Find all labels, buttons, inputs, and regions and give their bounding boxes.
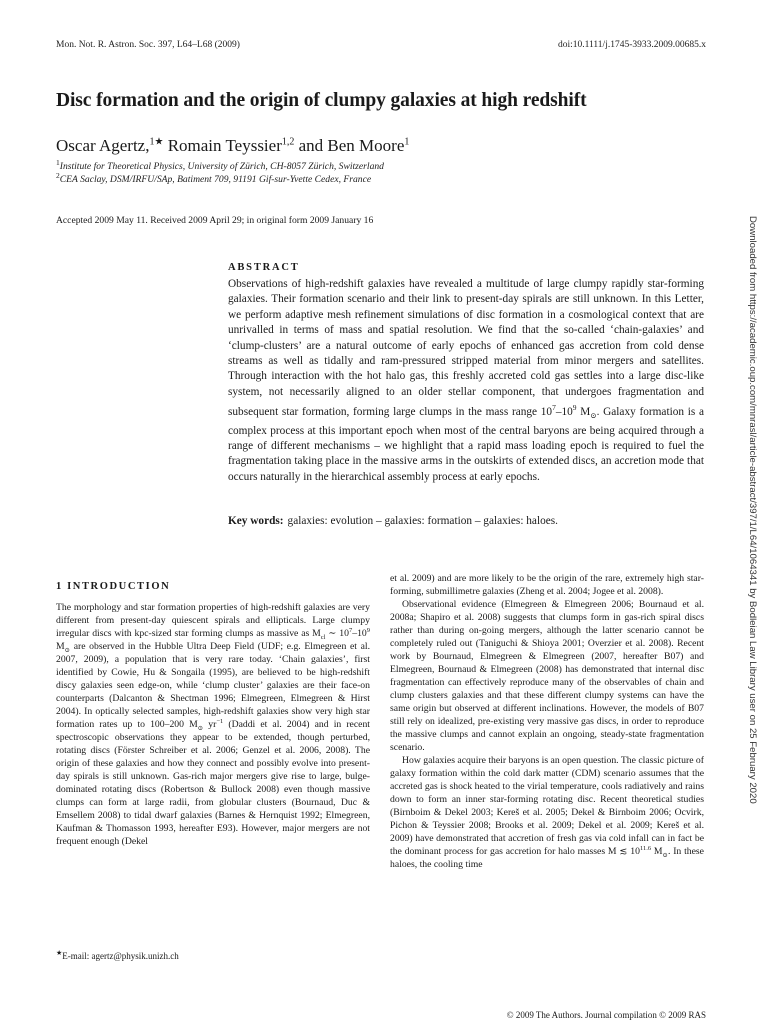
abstract-mass-dash: –10 — [555, 406, 573, 419]
intro-paragraph-1 — [56, 601, 370, 848]
intro-p3-text-1: How galaxies acquire their baryons is an open question. The classic picture of galaxy formation within the cold dark matter (CDM) scenario assumes that the accreted gas is shock heated to the virial temperature, cools radiatively and rains down to form an inner star-forming rotating disc. Recent theoretical studies (Birnboim & Dekel 2003; Kereš et al. 2005; Dekel & Birnboim 2006; Ocvirk, Pichon & Teyssier 2008; Brooks et al. 2009; Dekel et al. 2009; Kereš et al. 2009) have demonstrated that accretion of fresh gas via cold infall can in fact be the dominant process for gas accretion for halo masses M ≲ 10 — [390, 755, 704, 858]
author-list — [56, 136, 409, 156]
intro-text-1: The morphology and star formation properties of high-redshift galaxies are very different from present-day quiescent spirals and ellipticals. Large clumpy irregular discs with kpc-sized star forming clumps as massive as M — [56, 602, 370, 640]
abstract-text-part-2: . Galaxy formation is a complex process at this important epoch when most of the central baryons are being acquired through a range of different mechanisms – we highlight that a rapid mass loading epoch is required to fuel the fragmentation taking place in the massive arms in the outskirts of extended discs, an accretion mode that occurs naturally in the hierarchical assembly process at early epochs. — [228, 406, 705, 483]
abstract-text-part-1: Observations of high-redshift galaxies have revealed a multitude of large clumpy rapidly star-forming galaxies. Their formation scenario and their link to present-day spirals are still unknown. In this Letter, we perform adaptive mesh refinement simulations of disc formation in a cosmological context that are unrivalled in terms of mass and spatial resolution. We find that the so-called ‘chain-galaxies’ and ‘clump-clusters’ are a natural outcome of early epochs of enhanced gas accretion from cold dense streams as well as tidally and ram-pressured stripped material from minor mergers and satellites. Through interaction with the hot halo gas, this freshly accreted cold gas settles into a large disc-like system, not necessarily aligned to an older stellar component, that undergoes fragmentation and subsequent star formation, forming large clumps in the mass range 10 — [228, 278, 704, 419]
intro-paragraph-continued: et al. 2009) and are more likely to be the origin of the rare, extremely high star-forming, submillimetre galaxies (Zheng et al. 2004; Jogee et al. 2008). — [390, 573, 704, 598]
submission-dates: Accepted 2009 May 11. Received 2009 April 29; in original form 2009 January 16 — [56, 215, 374, 226]
author-teyssier: Romain Teyssier — [167, 136, 282, 155]
body-column-right — [390, 572, 704, 871]
abstract-mass-exponent-high: 9 — [572, 403, 577, 413]
download-watermark-text: Downloaded from https://academic.oup.com/mnrasl/article-abstract/397/1/L64/1064341 by Bodleian Law Library user on 25 February 2020 — [747, 216, 758, 804]
abstract-mass-exponent-low: 7 — [552, 403, 556, 413]
intro-p3-sub: ⊙ — [662, 852, 668, 860]
journal-citation: Mon. Not. R. Astron. Soc. 397, L64–L68 (2009) — [56, 40, 240, 50]
keywords — [228, 515, 558, 527]
footnote-text[interactable]: E-mail: agertz@physik.unizh.ch — [62, 951, 179, 961]
intro-sub-cl: cl — [320, 633, 326, 641]
intro-sup-minus-1: −1 — [216, 717, 224, 725]
intro-text-4: M — [56, 641, 65, 653]
author-moore-marks: 1 — [404, 136, 410, 148]
intro-text-5: are observed in the Hubble Ultra Deep Field (UDF; e.g. Elmegreen et al. 2007, 2009), a population that is very rare today. ‘Chain galaxies’, first identified by Cowie, Hu & Songaila (1995), are believed to be high-redshift discy galaxies seen edge-on, while ‘clump cluster’ galaxies are their face-on counterparts (Dalcanton & Shectman 1996; Elmegreen, Elmegreen & Hirst 2004). In optically selected samples, high-redshift galaxies show very high star formation rates up to 100–200 M — [56, 641, 370, 731]
footnote-email — [56, 949, 179, 961]
abstract-body — [228, 277, 704, 485]
author-teyssier-marks: 1,2 — [281, 136, 295, 148]
intro-p3-sup: 11.6 — [639, 845, 652, 853]
intro-sub-sun-2: ⊙ — [197, 725, 204, 733]
author-moore: and Ben Moore — [298, 136, 405, 155]
keywords-text: galaxies: evolution – galaxies: formation – galaxies: haloes. — [287, 515, 558, 527]
affiliation-2-text: CEA Saclay, DSM/IRFU/SAp, Batiment 709, 91191 Gif-sur-Yvette Cedex, France — [59, 174, 372, 186]
doi-link[interactable]: doi:10.1111/j.1745-3933.2009.00685.x — [557, 40, 706, 50]
intro-sup-7: 7 — [348, 626, 353, 634]
intro-paragraph-3 — [390, 754, 704, 871]
body-column-left — [56, 601, 370, 848]
section-heading-introduction: 1 INTRODUCTION — [56, 581, 171, 592]
author-agertz-marks: 1★ — [149, 136, 164, 148]
intro-text-3: –10 — [352, 628, 367, 640]
intro-p3-text-3: . In these haloes, the cooling time — [390, 846, 704, 871]
abstract-heading: ABSTRACT — [228, 262, 300, 273]
copyright-notice: © 2009 The Authors. Journal compilation © 2009 RAS — [506, 1010, 706, 1020]
intro-sub-sun-1: ⊙ — [64, 646, 71, 654]
paper-title: Disc formation and the origin of clumpy galaxies at high redshift — [56, 90, 587, 111]
intro-sup-9: 9 — [366, 626, 370, 634]
intro-paragraph-2: Observational evidence (Elmegreen & Elmegreen 2006; Bournaud et al. 2008a; Shapiro et al. 2008) suggests that clumps form in gas-rich spiral discs rather than during on-going mergers, although the latter scenario cannot be completely ruled out (Taniguchi & Shioya 2001; Overzier et al. 2008). Recent work by Bournaud, Elmegreen & Elmegreen (2007, hereafter B07) and Elmegreen, Bournaud & Elmegreen (2008) has demonstrated that internal disc fragmentation can effectively reproduce many of the observables of chain and clump clusters galaxies and that these different clumpy systems can have the same origin but observed at different inclinations. However, the models of B07 still rely on idealized, pre-existing very massive gas discs, in order to reproduce the massive clumps and cannot explain an ongoing, steady-state fragmentation scenario. — [390, 599, 704, 754]
author-agertz: Oscar Agertz, — [56, 136, 150, 155]
intro-text-6: yr — [203, 719, 217, 731]
footnote-mark: ★ — [56, 949, 63, 957]
abstract-mass-unit: M — [576, 406, 591, 419]
download-watermark — [744, 216, 760, 804]
affiliation-1-number: 1 — [56, 158, 60, 167]
intro-text-7: (Daddi et al. 2004) and in recent spectroscopic observations they appear to be extended, though perturbed, rotating discs (Förster Schreiber et al. 2006; Genzel et al. 2006, 2008). The origin of these galaxies and how they connect and possibly evolve into present-day spirals is still unknown. Gas-rich major mergers give rise to large, bulge-dominated rotating discs (Robertson & Bullock 2008) even though massive clumps can form at large radii, from globular clusters (Bournaud, Duc & Emsellem 2008) to tidal dwarf galaxies (Barnes & Hernquist 1992; Elmegreen, Kaufman & Thomasson 1993, hereafter E93). However, major mergers are not frequent enough (Dekel — [56, 719, 370, 848]
abstract-solar-symbol: ⊙ — [590, 411, 597, 421]
affiliation-1-text: Institute for Theoretical Physics, University of Zürich, CH-8057 Zürich, Switzerland — [59, 161, 384, 173]
intro-p3-text-2: M — [651, 846, 663, 858]
intro-text-2: ∼ 10 — [325, 628, 349, 640]
keywords-label: Key words: — [228, 515, 284, 527]
affiliation-2-number: 2 — [56, 171, 60, 180]
affiliation-2 — [56, 171, 371, 185]
